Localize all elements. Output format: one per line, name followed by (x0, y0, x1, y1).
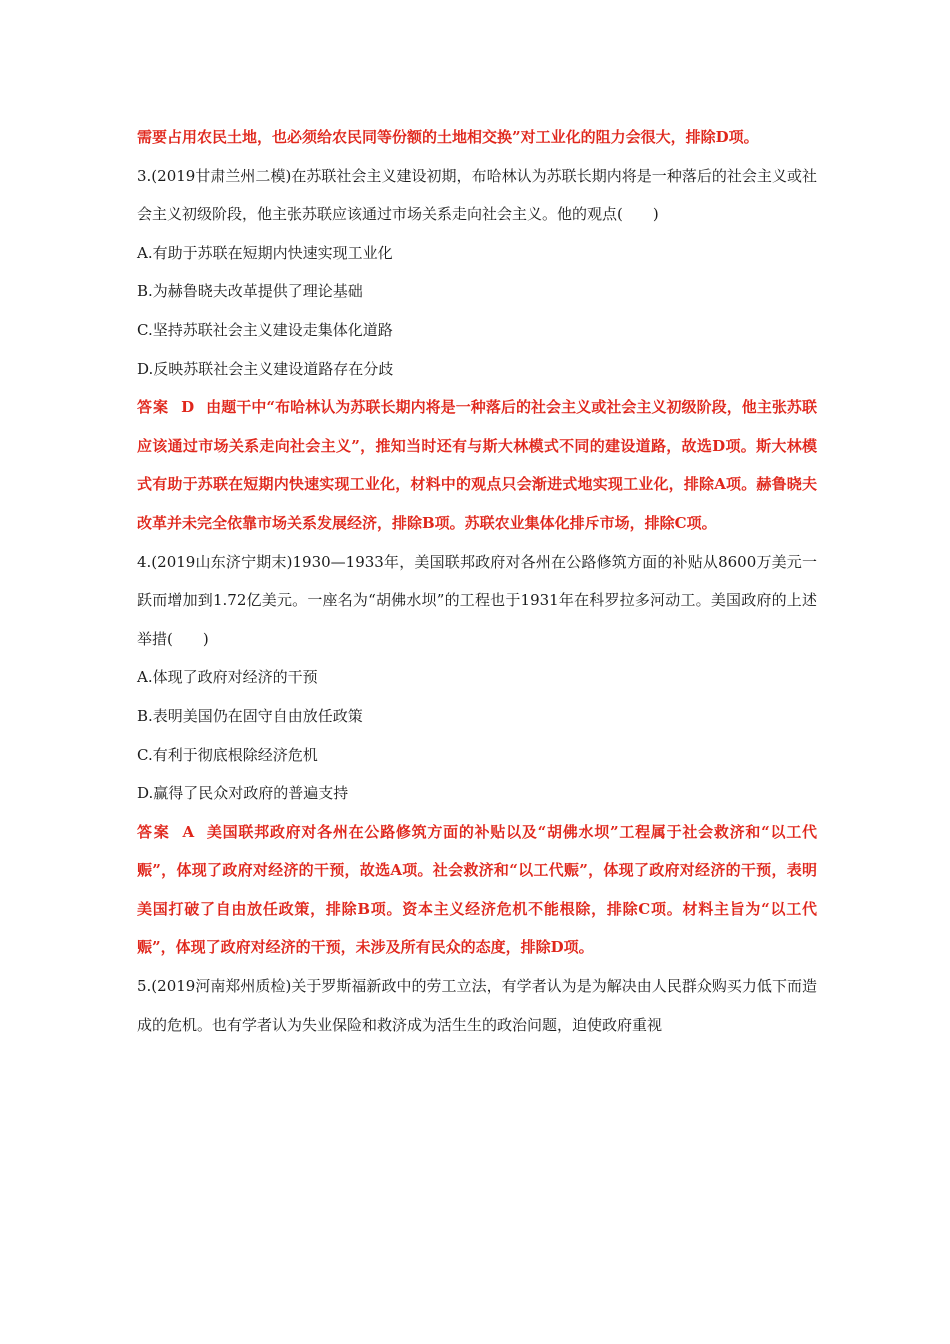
question-4-option-d: D.赢得了民众对政府的普遍支持 (137, 784, 349, 803)
document-body (137, 118, 817, 1044)
question-3-stem: 3.(2019甘肃兰州二模)在苏联社会主义建设初期，布哈林认为苏联长期内将是一种落后的社会主义或社会主义初级阶段，他主张苏联应该通过市场关系走向社会主义。他的观点( ) (137, 166, 817, 224)
question-4-stem: 4.(2019山东济宁期末)1930—1933年，美国联邦政府对各州在公路修筑方面的补贴从8600万美元一跃而增加到1.72亿美元。一座名为“胡佛水坝”的工程也于1931年在科罗拉多河动工。美国政府的上述举措( ) (137, 552, 817, 648)
answer-label: 答案 (137, 398, 170, 417)
question-3-option-b: B.为赫鲁晓夫改革提供了理论基础 (137, 282, 363, 301)
question-5-stem: 5.(2019河南郑州质检)关于罗斯福新政中的劳工立法，有学者认为是为解决由人民群众购买力低下而造成的危机。也有学者认为失业保险和救济成为活生生的政治问题，迫使政府重视 (137, 977, 817, 1034)
answer-continuation: 需要占用农民土地，也必须给农民同等份额的土地相交换”对工业化的阻力会很大，排除D项。 (137, 128, 759, 146)
answer-explanation: 由题干中“布哈林认为苏联长期内将是一种落后的社会主义或社会主义初级阶段，他主张苏联应该通过市场关系走向社会主义”，推知当时还有与斯大林模式不同的建设道路，故选D项。斯大林模式有助于苏联在短期内快速实现工业化，材料中的观点只会渐进式地实现工业化，排除A项。赫鲁晓夫改革并未完全依靠市场关系发展经济，排除B项。苏联农业集体化排斥市场，排除C项。 (137, 398, 817, 532)
answer-explanation: 美国联邦政府对各州在公路修筑方面的补贴以及“胡佛水坝”工程属于社会救济和“以工代赈”，体现了政府对经济的干预，故选A项。社会救济和“以工代赈”，体现了政府对经济的干预，表明美国打破了自由放任政策，排除B项。资本主义经济危机不能根除，排除C项。材料主旨为“以工代赈”，体现了政府对经济的干预，未涉及所有民众的态度，排除D项。 (137, 822, 817, 957)
answer-key: A (182, 822, 195, 841)
answer-label: 答案 (137, 822, 171, 841)
question-3-option-d: D.反映苏联社会主义建设道路存在分歧 (137, 359, 394, 378)
answer-key: D (181, 398, 195, 417)
question-3-option-a: A.有助于苏联在短期内快速实现工业化 (137, 243, 393, 262)
question-3-answer (137, 388, 817, 542)
question-4-option-c: C.有利于彻底根除经济危机 (137, 745, 318, 764)
question-4-answer (137, 813, 817, 967)
question-4-option-a: A.体现了政府对经济的干预 (137, 668, 318, 687)
question-4-option-b: B.表明美国仍在固守自由放任政策 (137, 706, 363, 725)
question-3-option-c: C.坚持苏联社会主义建设走集体化道路 (137, 320, 393, 339)
